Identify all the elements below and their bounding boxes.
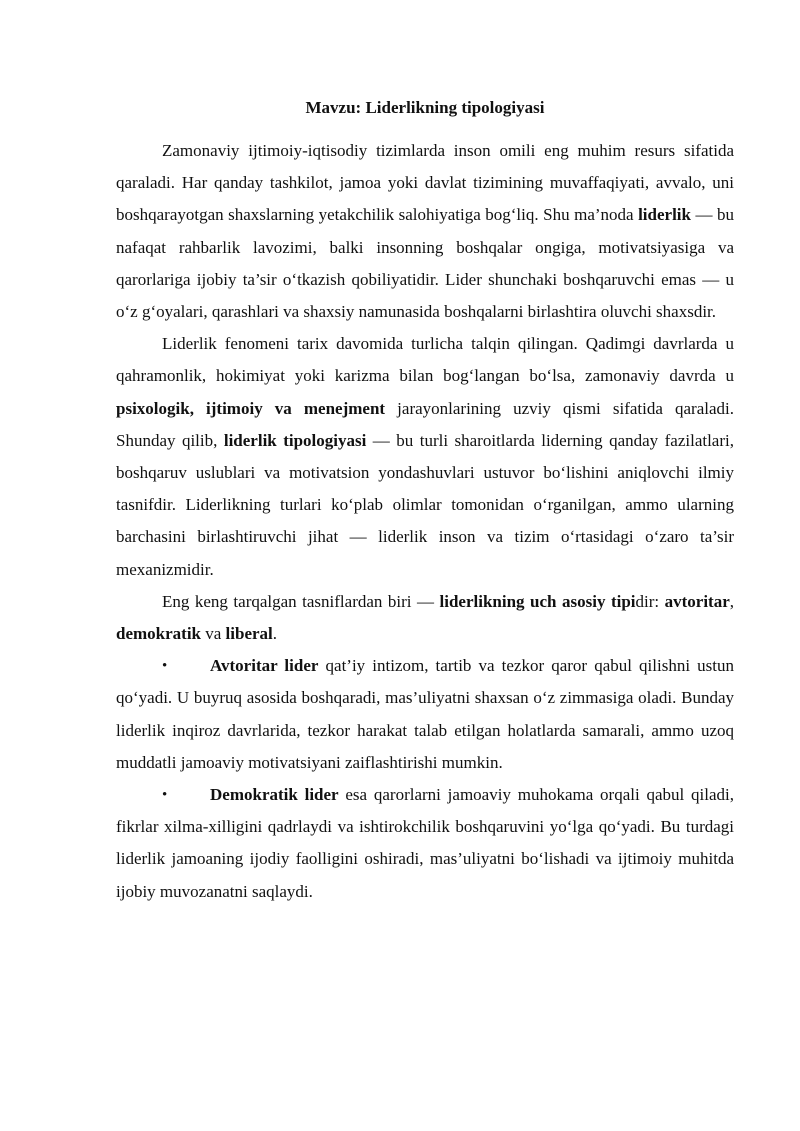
bullet-icon: • (162, 787, 168, 804)
bullet-icon: • (162, 658, 168, 675)
text-run: dir: (635, 591, 665, 611)
paragraph-history (116, 328, 734, 586)
document-page (116, 92, 734, 908)
bold-term: liderlikning uch asosiy tipi (439, 591, 636, 611)
bold-term: avtoritar (664, 591, 730, 611)
bullet-text: esa qarorlarni jamoaviy muhokama orqali qabul qiladi, fikrlar xilma-xilligini qadrlaydi va ishtirokchilik boshqaruvini yo‘lga qo‘yadi. Bu turdagi liderlik jamoaning ijodiy faolligini oshiradi, mas’uliyatni bo‘lishadi va ijtimoiy muhitda ijobiy muvozanatni saqlaydi. (116, 785, 734, 901)
bullet-item-authoritarian (116, 650, 734, 779)
paragraph-classification (116, 586, 734, 650)
text-run: va (201, 624, 226, 644)
text-run: Zamonaviy ijtimoiy-iqtisodiy tizimlarda inson omili eng muhim resurs sifatida qaraladi. Har qanday tashkilot, jamoa yoki davlat tizimining muvaffaqiyati, avvalo, uni boshqarayotgan shaxslarning yetakchilik salohiyatiga bog‘liq. Shu ma’noda (116, 141, 734, 225)
bold-term: psixologik, ijtimoiy va menejment (116, 398, 386, 418)
paragraph-intro (116, 135, 734, 328)
bullet-text: qat’iy intizom, tartib va tezkor qaror qabul qilishni ustun qo‘yadi. U buyruq asosida boshqaradi, mas’uliyatni shaxsan o‘z zimmasiga oladi. Bunday liderlik inqiroz davrlarida, tezkor harakat talab etilgan holatlarda samarali, ammo uzoq muddatli jamoaviy motivatsiyani zaiflashtirishi mumkin. (116, 656, 734, 772)
text-run: — bu turli sharoitlarda liderning qanday fazilatlari, boshqaruv uslublari va motivatsion yondashuvlari ustuvor bo‘lishini aniqlovchi ilmiy tasnifdir. Liderlikning turlari ko‘plab olimlar tomonidan o‘rganilgan, ammo ularning barchasini birlashtiruvchi jihat — liderlik inson va tizim o‘rtasidagi o‘zaro ta’sir mexanizmidir. (116, 430, 734, 579)
bold-term: liberal (225, 624, 273, 644)
text-run: — bu nafaqat rahbarlik lavozimi, balki insonning boshqalar ongiga, motivatsiyasiga va qarorlariga ijobiy ta’sir o‘tkazish qobiliyatidir. Lider shunchaki boshqaruvchi emas — u o‘z g‘oyalari, qarashlari va shaxsiy namunasida boshqalarni birlashtira oluvchi shaxsdir. (116, 205, 734, 322)
text-run: , (729, 591, 735, 611)
bold-term: liderlik (638, 205, 691, 225)
bullet-term: Demokratik lider (210, 785, 339, 805)
bullet-item-democratic (116, 779, 734, 908)
text-run: . (272, 624, 278, 644)
text-run: Liderlik fenomeni tarix davomida turlicha talqin qilingan. Qadimgi davrlarda u qahramonlik, hokimiyat yoki karizma bilan bog‘langan bo‘lsa, zamonaviy davrda u (116, 334, 734, 386)
bold-term: demokratik (116, 624, 201, 644)
bold-term: liderlik tipologiyasi (223, 430, 367, 450)
bullet-term: Avtoritar lider (210, 656, 319, 676)
text-run: Eng keng tarqalgan tasniflardan biri — (162, 591, 440, 611)
text-run: jarayonlarining uzviy qismi sifatida qaraladi. Shunday qilib, (116, 398, 734, 450)
document-title: Mavzu: Liderlikning tipologiyasi (305, 98, 545, 117)
